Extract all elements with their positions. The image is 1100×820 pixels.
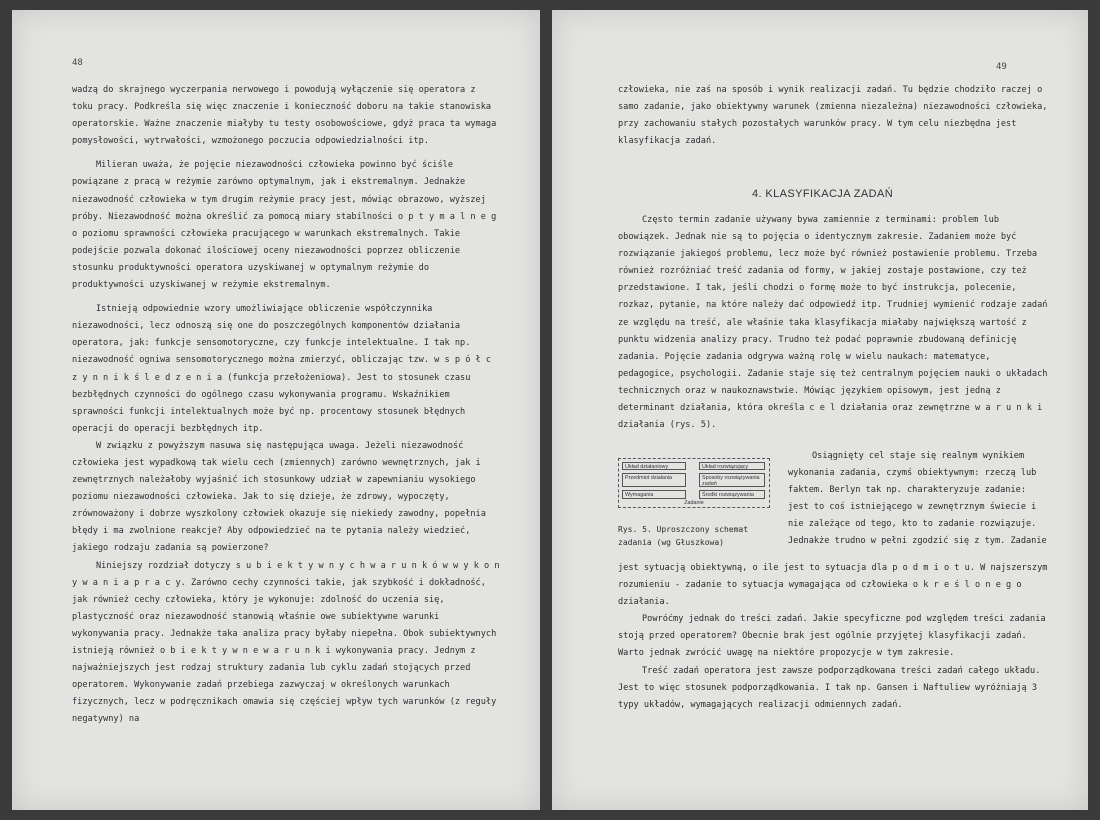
task-diagram [618,458,770,508]
diagram-box-requirements: Wymagania [622,490,686,499]
right-top-text [618,82,1048,150]
right-body-text [618,212,1048,434]
right-after-text [618,560,1048,714]
right-top-paragraph: człowieka, nie zaś na sposób i wynik realizacji zadań. Tu będzie chodziło raczej o samo zadanie, jako obiektywny warunek (zmienna niezależna) niezawodności człowieka, przy zachowaniu stałych pozostałych warunków pracy. W tym celu niezbędna jest klasyfikacja zadań. [618,85,1048,147]
left-paragraph-5: Niniejszy rozdział dotyczy s u b i e k t y w n y c h w a r u n k ó w w y k o n y w a n i a p r a c y. Zarówno cechy czynności takie, jak szybkość i dokładność, jak również cechy człowieka, który je wykonuje: zdolność do uczenia się, plastyczność oraz niezawodność stanowią właśnie owe subiektywne warunki wykonywania pracy. Jednakże taka analiza pracy byłaby niepełna. Obok subiektywnych istnieją również o b i e k t y w n e w a r u n k i wykonywania pracy. Jednym z najważniejszych jest rodzaj struktury zadania lub cyklu zadań stojących przed operatorem. Wykonywanie zadań przebiega zazwyczaj w określonych warunkach fizycznych, lecz w podręcznikach omawia się częściej wpływ tych warunków (z reguły negatywny) na [72,560,500,725]
section-heading: 4. KLASYFIKACJA ZADAŃ [752,188,894,200]
right-body-paragraph-1: Często termin zadanie używany bywa zamiennie z terminami: problem lub obowiązek. Jednak nie są to pojęcia o identycznym zakresie. Zadaniem może być rozwiązanie jakiegoś problemu, lecz może być również postawienie problemu. Trzeba również rozróżniać treść zadania od formy, w jakiej zostaje postawione, czy też przedstawione. I tak, jeśli chodzi o formę może to być instrukcja, polecenie, rozkaz, pytanie, na które należy dać odpowiedź itp. Trudniej wymienić rodzaje zadań ze względu na treść, ale właśnie taka klasyfikacja miałaby największą wartość z punktu widzenia analizy pracy. Trudno też podać poprawnie zbudowaną definicję zadania. Pojęcie zadania odgrywa ważną rolę w wielu naukach: matematyce, pedagogice, psychologii. Zadanie staje się też centralnym pojęciem nauki o układach technicznych oraz w naukoznawstwie. Mówiąc językiem opisowym, jest jedną z determinant działania, która określa c e l działania oraz zewnętrzne w a r u n k i działania (rys. 5). [618,215,1048,431]
left-paragraph-2: Milieran uważa, że pojęcie niezawodności człowieka powinno być ściśle powiązane z pracą w reżymie zarówno optymalnym, jak i ekstremalnym. Jednakże niezawodność człowieka w tym drugim reżymie pracy jest, mówiąc obrazowo, wyższej próby. Niezawodność można określić za pomocą miary stabilności o p t y m a l n e g o poziomu sprawności człowieka pracującego w warunkach ekstremalnych. Takie podejście pozwala dokonać ilościowej oceny niezawodności poprzez obliczenie stosunku produktywności operatora uzyskiwanej w optymalnym reżymie do produktywności uzyskiwanej w reżymie ekstremalnym. [72,160,497,291]
page-number-right: 49 [996,62,1007,72]
diagram-box-methods: Sposoby rozwiązywania zadań [699,473,765,487]
diagram-label-solving-system: Układ rozwiązujący [699,462,765,470]
right-after-paragraph-2: Powróćmy jednak do treści zadań. Jakie specyficzne pod względem treści zadania stoją przed operatorem? Obecnie brak jest ogólnie przyjętej klasyfikacji zadań. Warto jednak zwrócić uwagę na niektóre propozycje w tym zakresie. [618,614,1046,659]
left-paragraph-1: wadzą do skrajnego wyczerpania nerwowego i powodują wyłączenie się operatora z toku pracy. Podkreśla się więc znaczenie i konieczność doboru na takie stanowiska operatorskie. Ważne znaczenie miałyby tu testy osobowościowe, gdyż praca ta wymaga pomysłowości, wytrwałości, wzmożonego poczucia odpowiedzialności itp. [72,85,497,147]
diagram-box-means: Środki rozwiązywania [699,490,765,499]
left-paragraph-4: W związku z powyższym nasuwa się następująca uwaga. Jeżeli niezawodność człowieka jest wypadkową tak wielu cech (zmiennych) zarówno wewnętrznych, jak i zewnętrznych należałoby wyjaśnić ich stosunkowy udział w zapewnianiu wysokiego poziomu niezawodności człowieka. Jak to się dzieje, że zdrowy, wypoczęty, zrównoważony i dobrze wyszkolony człowiek okazuje się niekiedy zawodny, popełnia błędy i ma zwolnione reakcje? Aby odpowiedzieć na te pytania należy wiedzieć, jakiego rodzaju zadania są powierzone? [72,440,486,554]
right-wrap-text [788,448,1048,551]
page-number-left: 48 [72,58,83,68]
left-paragraph-3: Istnieją odpowiednie wzory umożliwiające obliczenie współczynnika niezawodności, lecz odnoszą się one do poszczególnych komponentów działania operatora, jak: funkcje sensomotoryczne, czy funkcje intelektualne. I tak np. niezawodność ogniwa sensomotorycznego można zmierzyć, obliczając tzw. w s p ó ł c z y n n i k ś l e d z e n i a (funkcja przełożeniowa). Jest to stosunek czasu bezbłędnych czynności do ogólnego czasu wykonywania programu. Wskaźnikiem sprawności funkcji intelektualnych może być np. procentowy stosunek błędnych operacji do operacji bezbłędnych itp. [72,304,492,434]
left-page-text [72,82,500,728]
diagram-label-task: Zadanie [684,500,704,506]
right-page [552,10,1088,810]
right-after-paragraph-1: jest sytuacją obiektywną, o ile jest to sytuacja dla p o d m i o t u. W najszerszym rozumieniu - zadanie to sytuacja wymagająca od człowieka o k r e ś l o n e g o działania. [618,563,1048,608]
right-wrap-paragraph: Osiągnięty cel staje się realnym wynikiem wykonania zadania, czymś obiektywnym: rzeczą lub faktem. Berlyn tak np. charakteryzuje zadanie: jest to coś istniejącego w zewnętrznym świecie i nie zależące od tego, kto to zadanie rozwiązuje. Jednakże trudno w pełni zgodzić się z tym. Zadanie [788,451,1047,547]
diagram-box-subject: Przedmiot działania [622,473,686,487]
diagram-label-action-system: Układ działaniowy [622,462,686,470]
left-page [12,10,540,810]
figure-caption: Rys. 5. Uproszczony schemat zadania (wg Głuszkowa) [618,525,749,547]
right-after-paragraph-3: Treść zadań operatora jest zawsze podporządkowana treści zadań całego układu. Jest to więc stosunek podporządkowania. I tak np. Gansen i Naftuliew wyróżniają 3 typy układów, wymagających realizacji odmiennych zadań. [618,665,1041,710]
